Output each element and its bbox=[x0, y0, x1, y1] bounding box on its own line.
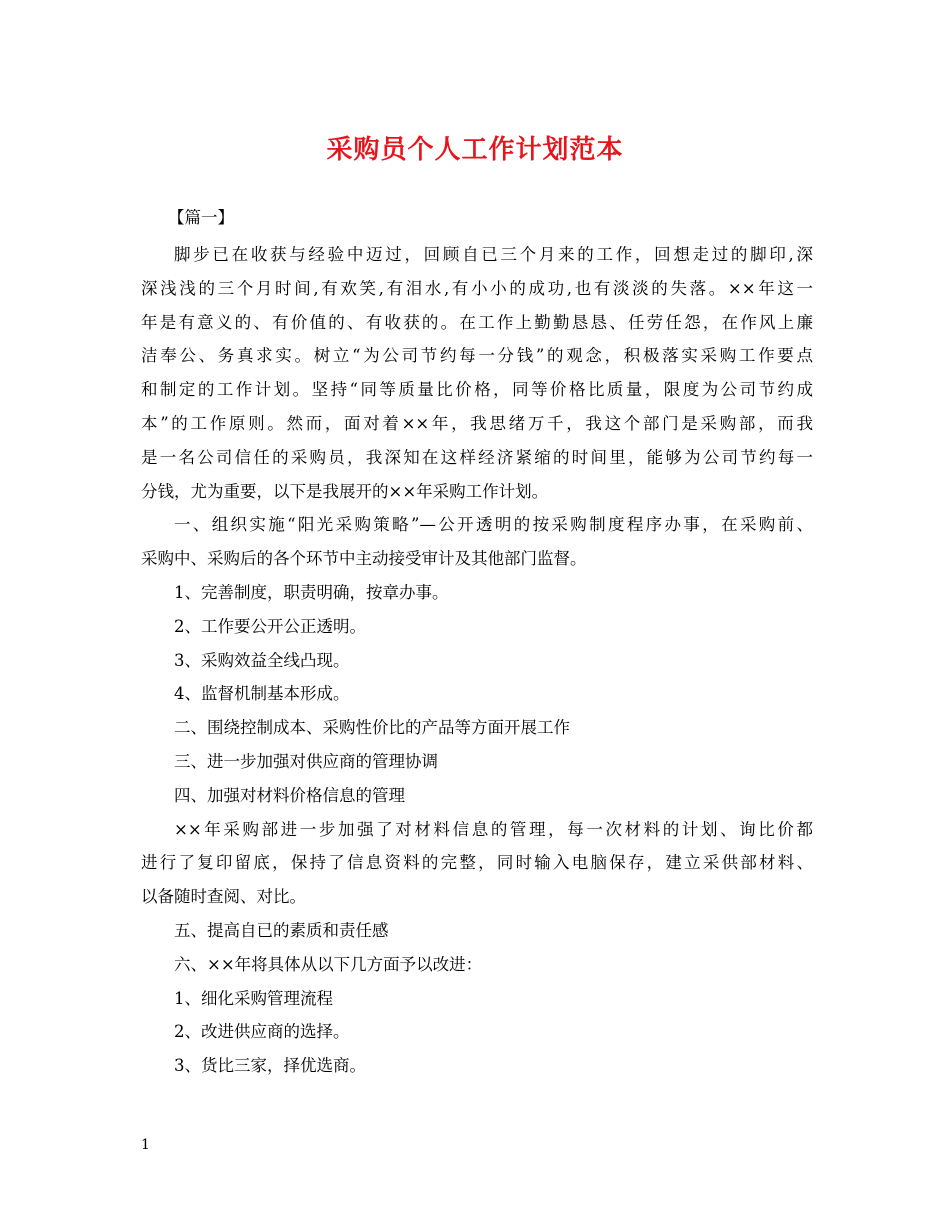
paragraph-line: 1、完善制度，职责明确，按章办事。 bbox=[174, 582, 449, 602]
document-body bbox=[141, 238, 813, 1083]
paragraph bbox=[141, 948, 813, 982]
paragraph-line: 五、提高自已的素质和责任感 bbox=[174, 920, 389, 940]
paragraph-line: 三、进一步加强对供应商的管理协调 bbox=[174, 751, 438, 771]
paragraph-line: 和制定的工作计划。坚持“同等质量比价格，同等价格比质量，限度为公司节约成 bbox=[141, 380, 813, 400]
document-title: 采购员个人工作计划范本 bbox=[326, 135, 624, 165]
paragraph bbox=[141, 745, 813, 779]
paragraph-line: 是一名公司信任的采购员，我深知在这样经济紧缩的时间里，能够为公司节约每一 bbox=[141, 447, 813, 467]
paragraph-line: 进行了复印留底，保持了信息资料的完整，同时输入电脑保存，建立采供部材料、 bbox=[141, 853, 813, 873]
paragraph bbox=[141, 711, 813, 745]
paragraph bbox=[141, 576, 813, 610]
paragraph bbox=[141, 813, 813, 914]
paragraph-line: 采购中、采购后的各个环节中主动接受审计及其他部门监督。 bbox=[141, 549, 587, 569]
paragraph-line: 2、改进供应商的选择。 bbox=[174, 1022, 350, 1042]
section-label: 【篇一】 bbox=[168, 208, 234, 227]
paragraph-line: 脚步已在收获与经验中迈过，回顾自已三个月来的工作，回想走过的脚印,深 bbox=[174, 245, 813, 264]
paragraph-line: 年是有意义的、有价值的、有收获的。在工作上勤勤恳恳、任劳任怨，在作风上廉 bbox=[141, 312, 813, 332]
paragraph-line: 2、工作要公开公正透明。 bbox=[174, 616, 366, 636]
paragraph-line: 二、围绕控制成本、采购性价比的产品等方面开展工作 bbox=[174, 718, 570, 738]
paragraph bbox=[141, 914, 813, 948]
paragraph-line: 以备随时查阅、对比。 bbox=[141, 887, 306, 907]
paragraph bbox=[141, 610, 813, 644]
paragraph-line: 深浅浅的三个月时间,有欢笑,有泪水,有小小的成功,也有淡淡的失落。××年这一 bbox=[141, 278, 813, 298]
paragraph-line: 一、组织实施“阳光采购策略”—公开透明的按采购制度程序办事，在采购前、 bbox=[174, 515, 813, 535]
paragraph-line: 1、细化采购管理流程 bbox=[174, 988, 333, 1008]
paragraph-line: ××年采购部进一步加强了对材料信息的管理，每一次材料的计划、询比价都 bbox=[174, 819, 813, 839]
paragraph-line: 4、监督机制基本形成。 bbox=[174, 684, 350, 704]
paragraph bbox=[141, 779, 813, 813]
paragraph bbox=[141, 508, 813, 576]
paragraph bbox=[141, 982, 813, 1016]
paragraph-line: 四、加强对材料价格信息的管理 bbox=[174, 785, 405, 805]
paragraph bbox=[141, 238, 813, 508]
paragraph-line: 3、货比三家，择优选商。 bbox=[174, 1056, 366, 1076]
paragraph bbox=[141, 644, 813, 678]
paragraph-line: 六、××年将具体从以下几方面予以改进： bbox=[174, 954, 483, 974]
paragraph bbox=[141, 1015, 813, 1049]
paragraph-line: 3、采购效益全线凸现。 bbox=[174, 650, 350, 670]
paragraph-line: 本”的工作原则。然而，面对着××年，我思绪万千，我这个部门是采购部，而我 bbox=[141, 413, 813, 433]
paragraph bbox=[141, 677, 813, 711]
paragraph-line: 洁奉公、务真求实。树立“为公司节约每一分钱”的观念，积极落实采购工作要点 bbox=[141, 346, 813, 366]
paragraph-line: 分钱，尤为重要，以下是我展开的××年采购工作计划。 bbox=[141, 481, 549, 501]
paragraph bbox=[141, 1049, 813, 1083]
page-number: 1 bbox=[141, 1137, 150, 1153]
